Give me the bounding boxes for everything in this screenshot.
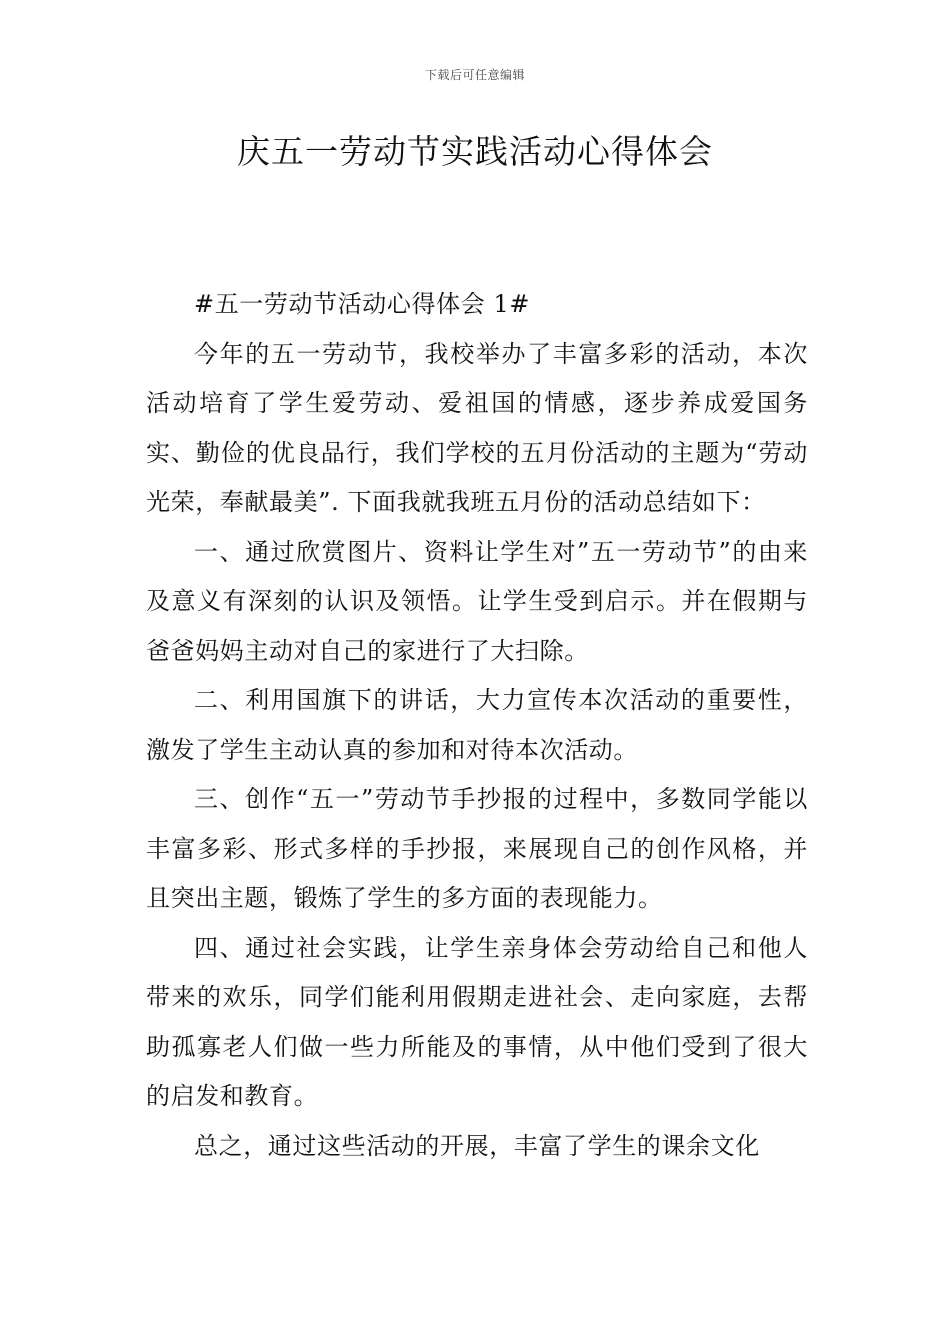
document-title: 庆五一劳动节实践活动心得体会 xyxy=(237,132,713,171)
document-body xyxy=(146,280,808,1171)
header-note: 下载后可任意编辑 xyxy=(424,68,525,82)
paragraph-point-4: 四、通过社会实践，让学生亲身体会劳动给自己和他人带来的欢乐，同学们能利用假期走进社会、走向家庭，去帮助孤寡老人们做一些力所能及的事情，从中他们受到了很大的启发和教育。 xyxy=(146,933,808,1110)
paragraph-summary: 总之，通过这些活动的开展，丰富了学生的课余文化 xyxy=(194,1131,760,1160)
paragraph-point-2: 二、利用国旗下的讲话，大力宣传本次活动的重要性，激发了学生主动认真的参加和对待本次活动。 xyxy=(146,686,808,764)
paragraph-point-3: 三、创作“五一”劳动节手抄报的过程中，多数同学能以丰富多彩、形式多样的手抄报，来展现自己的创作风格，并且突出主题，锻炼了学生的多方面的表现能力。 xyxy=(146,785,808,912)
paragraph-point-1: 一、通过欣赏图片、资料让学生对”五一劳动节”的由来及意义有深刻的认识及领悟。让学生受到启示。并在假期与爸爸妈妈主动对自己的家进行了大扫除。 xyxy=(146,537,808,665)
paragraph-intro: 今年的五一劳动节，我校举办了丰富多彩的活动，本次活动培育了学生爱劳动、爱祖国的情感，逐步养成爱国务实、勤俭的优良品行，我们学校的五月份活动的主题为“劳动光荣，奉献最美”. 下面我就我班五月份的活动总结如下： xyxy=(146,339,808,516)
section-heading: #五一劳动节活动心得体会 1# xyxy=(194,290,531,318)
